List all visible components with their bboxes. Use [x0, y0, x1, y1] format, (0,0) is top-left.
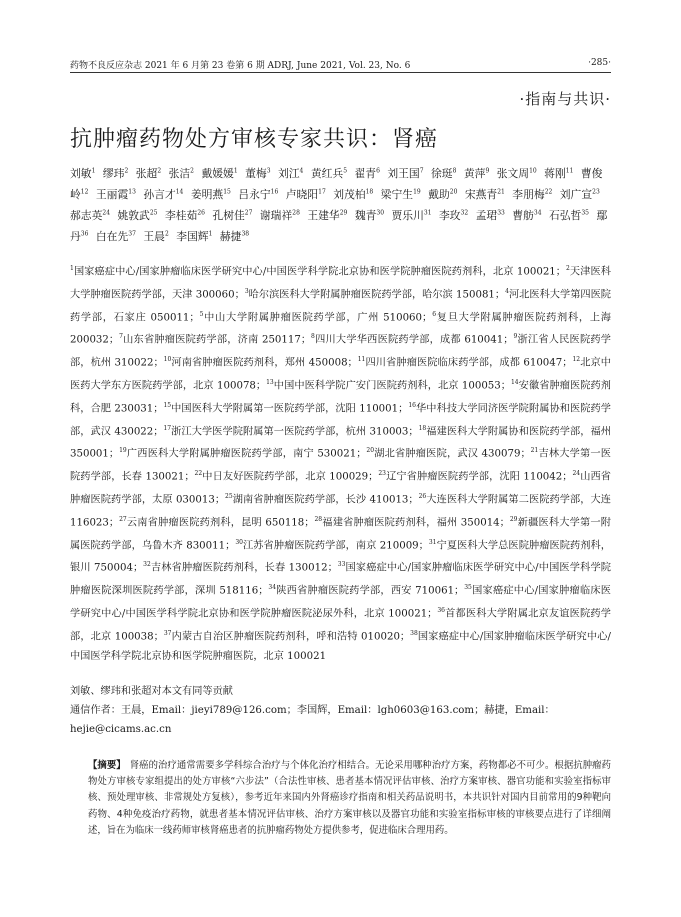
author: [103, 167, 128, 180]
author: [354, 167, 379, 180]
author-affiliation-mark: 6: [376, 167, 380, 174]
author-affiliation-mark: 27: [244, 209, 253, 217]
affiliation-text: 湖北省肿瘤医院，武汉 430079；: [374, 448, 531, 460]
abstract-label: 【摘要】: [88, 760, 126, 771]
author-name: 徐珽: [430, 166, 453, 180]
author-affiliation-mark: 20: [449, 188, 458, 196]
author-affiliation-mark: 25: [149, 209, 158, 217]
affiliation-number: 32: [143, 561, 151, 569]
affiliation-text: 陕西省肿瘤医院药学部，西安 710061；: [276, 585, 465, 597]
affiliation-number: 30: [235, 538, 243, 546]
abstract-text: 肾癌的治疗通常需要多学科综合治疗与个体化治疗相结合。无论采用哪种治疗方案，药物都必不可少。根据抗肿瘤药物处方审核专家组提出的处方审核“六步法”（合法性审核、患者基本情况评估审核、治疗方案审核、器官功能和实验室指标审核、预处理审核、非常规处方复核），参考近年来国内外肾癌诊疗指南和相关药品说明书，本共识针对国内目前常用的9种靶向药物、4种免疫治疗药物，就患者基本情况评估审核、治疗方案审核以及器官功能和实验室指标审核的审核要点进行了详细阐述，旨在为临床一线药师审核肾癌患者的抗肿瘤药物处方提供参考，促进临床合理用药。: [88, 760, 611, 836]
column-tag: ·指南与共识·: [519, 90, 611, 108]
corresponding-authors: 通信作者：王晨，Email：jieyi789@126.com；李国辉，Email：lgh0603@163.com；赫捷，Email：hejie@cicams.ac.cn: [70, 705, 555, 736]
author: [431, 167, 456, 180]
author-name: 黄萍: [463, 166, 486, 180]
author-name: 梁宁生: [380, 187, 414, 201]
affiliation-text: 国家癌症中心/国家肿瘤临床医学研究中心/中国医学科学院肿瘤医院深圳医院药学部，深圳 518116；: [70, 562, 611, 597]
author-affiliation-mark: 16: [270, 188, 279, 196]
affiliation-text: 江苏省肿瘤医院药学部，南京 210009；: [242, 539, 429, 551]
affiliation-number: 35: [464, 584, 472, 592]
affiliation-number: 33: [337, 561, 346, 569]
affiliation-number: 21: [530, 447, 539, 455]
author-name: 董梅: [245, 166, 267, 180]
author: [136, 167, 161, 180]
affiliation-text: 湖南省肿瘤医院药学部，长沙 410013；: [232, 494, 419, 506]
author: [560, 188, 600, 201]
author-name: 郝志英: [70, 208, 103, 222]
affiliation-text: 广西医科大学附属肿瘤医院药学部，南宁 530021；: [126, 448, 367, 460]
author: [96, 188, 136, 201]
author: [311, 167, 347, 180]
author-affiliation-mark: 7: [419, 167, 424, 174]
author-affiliation-mark: 29: [339, 209, 348, 217]
journal-citation: 药物不良反应杂志 2021 年 6 月第 23 卷第 6 期 ADRJ, June 2021, Vol. 23, No. 6: [70, 61, 411, 71]
author-name: 黄红兵: [310, 166, 344, 180]
author-name: 王丽霞: [95, 187, 129, 201]
affiliation-number: 34: [268, 584, 277, 592]
author-affiliation-mark: 1: [208, 230, 213, 238]
author-affiliation-mark: 37: [128, 230, 136, 238]
affiliation-text: 河北医科大学第四医院药学部，石家庄 050011；: [70, 289, 611, 323]
author-name: 刘茂柏: [333, 187, 366, 201]
affiliation-text: 国家癌症中心/国家肿瘤临床医学研究中心/中国医学科学院北京协和医学院肿瘤医院，北京 100021: [70, 631, 611, 662]
author-name: 鄢丹: [70, 208, 608, 244]
author: [220, 230, 249, 243]
affiliation-number: 19: [119, 447, 127, 455]
author-affiliation-mark: 2: [124, 167, 129, 174]
affiliation-number: 25: [225, 492, 233, 500]
author-affiliation-mark: 23: [592, 188, 600, 196]
affiliation-number: 37: [163, 629, 172, 637]
affiliation-number: 22: [194, 470, 203, 478]
affiliation-number: 3: [244, 287, 249, 295]
author: [176, 230, 212, 243]
abstract: [88, 758, 611, 839]
affiliation-number: 36: [437, 606, 445, 614]
affiliation-text: 国家癌症中心/国家肿瘤临床医学研究中心/中国医学科学院北京协和医学院肿瘤医院泌尿外科，北京 100021；: [70, 585, 611, 620]
author-name: 李桂茹: [164, 208, 198, 222]
affiliation-text: 河南省肿瘤医院药剂科，郑州 450008；: [171, 357, 358, 369]
author: [70, 209, 110, 222]
author-name: 魏青: [354, 208, 377, 222]
author-affiliation-mark: 21: [497, 188, 505, 196]
affiliation-text: 山东省肿瘤医院药学部，济南 250117；: [122, 334, 312, 346]
affiliation-text: 天津医科大学肿瘤医院药学部，天津 300060；: [70, 266, 611, 301]
author-affiliation-mark: 30: [376, 209, 385, 217]
author-affiliation-mark: 10: [529, 167, 537, 174]
affiliation-text: 内蒙古自治区肿瘤医院药剂科，呼和浩特 010020；: [171, 631, 411, 643]
affiliation-text: 中国医科大学附属第一医院药学部，沈阳 110001；: [171, 403, 409, 415]
affiliation-number: 6: [432, 310, 437, 318]
affiliation-list: [70, 259, 611, 666]
author-name: 曹舫: [512, 208, 534, 222]
author-name: 戴助: [428, 187, 450, 201]
author-affiliation-mark: 34: [533, 209, 542, 217]
author-affiliation-mark: 33: [497, 209, 505, 217]
author-affiliation-mark: 19: [413, 188, 421, 196]
author-affiliation-mark: 14: [175, 188, 184, 196]
author-affiliation-mark: 1: [91, 167, 96, 174]
affiliation-number: 18: [418, 424, 427, 432]
author-name: 张超: [135, 166, 158, 180]
author-affiliation-mark: 35: [581, 209, 589, 217]
author-name: 曹俊岭: [70, 166, 603, 201]
affiliation-text: 宁夏医科大学总医院肿瘤医院药剂科，银川 750004；: [70, 539, 611, 574]
author: [381, 188, 421, 201]
affiliation-text: 中国中医科学院广安门医院药剂科，北京 100053；: [273, 380, 511, 392]
author: [307, 209, 347, 222]
affiliation-text: 福建省肿瘤医院药剂科，福州 350014；: [322, 517, 510, 529]
affiliation-number: 1: [70, 265, 74, 272]
author: [465, 188, 505, 201]
affiliation-text: 吉林大学第一医院药学部，长春 130021；: [70, 448, 611, 483]
affiliation-number: 11: [357, 356, 366, 364]
author-name: 宋燕青: [464, 187, 498, 201]
affiliation-number: 38: [410, 629, 418, 637]
author-affiliation-mark: 2: [190, 167, 194, 174]
author: [428, 188, 457, 201]
affiliation-text: 哈尔滨医科大学附属肿瘤医院药学部，哈尔滨 150081；: [248, 289, 506, 301]
author-affiliation-mark: 18: [365, 188, 374, 196]
affiliation-number: 12: [572, 356, 581, 364]
author-affiliation-mark: 31: [423, 209, 432, 217]
author-name: 贾乐川: [391, 208, 424, 222]
author: [96, 230, 136, 243]
affiliation-text: 华中科技大学同济医学院附属协和医院药学部，武汉 430022；: [70, 403, 611, 437]
author-name: 石弘哲: [548, 208, 582, 222]
affiliation-number: 28: [314, 515, 323, 523]
author-name: 王晨: [143, 230, 165, 244]
author: [165, 209, 205, 222]
affiliation-number: 31: [428, 538, 437, 546]
author-affiliation-mark: 4: [299, 167, 304, 174]
author: [497, 167, 537, 180]
affiliation-number: 27: [119, 515, 127, 523]
affiliation-number: 20: [366, 447, 375, 455]
author: [286, 188, 326, 201]
author-name: 刘王国: [387, 166, 420, 180]
author-affiliation-mark: 38: [241, 230, 250, 238]
author: [549, 209, 589, 222]
author-affiliation-mark: 22: [544, 188, 553, 196]
author-name: 翟青: [354, 166, 377, 180]
author-affiliation-mark: 1: [233, 167, 238, 174]
author-name: 王建华: [307, 208, 340, 222]
author: [70, 167, 95, 180]
author: [333, 188, 373, 201]
author-name: 孟珺: [475, 208, 498, 222]
author-name: 张洁: [168, 166, 191, 180]
author: [260, 209, 300, 222]
affiliation-number: 13: [266, 378, 274, 386]
affiliation-text: 辽宁省肿瘤医院药学部，沈阳 110042；: [385, 471, 573, 483]
affiliation-number: 7: [119, 333, 123, 341]
author: [143, 230, 168, 243]
affiliation-number: 17: [163, 424, 172, 432]
author-affiliation-mark: 13: [128, 188, 136, 196]
author: [387, 167, 423, 180]
affiliation-text: 新疆医科大学第一附属医院药学部，乌鲁木齐 830011；: [70, 517, 611, 551]
affiliation-number: 24: [572, 470, 581, 478]
author-name: 姚敦武: [117, 208, 150, 222]
author-name: 蒋刚: [544, 166, 566, 180]
author: [143, 188, 183, 201]
affiliation-number: 23: [378, 470, 386, 478]
affiliation-text: 四川省肿瘤医院临床药学部，成都 610047；: [365, 357, 573, 369]
author: [512, 188, 552, 201]
author-affiliation-mark: 9: [485, 167, 490, 174]
author: [117, 209, 157, 222]
author: [201, 167, 237, 180]
author-name: 李玫: [438, 208, 461, 222]
affiliation-number: 10: [163, 356, 172, 364]
author-name: 孔树佳: [212, 208, 245, 222]
author-affiliation-mark: 17: [318, 188, 326, 196]
author-name: 张文周: [496, 166, 530, 180]
author-affiliation-mark: 36: [80, 230, 89, 238]
affiliation-text: 安徽省肿瘤医院药剂科，合肥 230031；: [70, 380, 611, 415]
author-name: 卢晓阳: [285, 187, 319, 201]
affiliation-text: 浙江大学医学院附属第一医院药学部，杭州 310003；: [171, 425, 419, 437]
affiliation-text: 大连医科大学附属第二医院药学部，大连 116023；: [70, 494, 611, 529]
author-affiliation-mark: 3: [266, 167, 271, 174]
author-affiliation-mark: 15: [223, 188, 231, 196]
author-name: 谢瑞祥: [259, 208, 293, 222]
affiliation-text: 复旦大学附属肿瘤医院药剂科，上海 200032；: [70, 311, 611, 346]
affiliation-number: 2: [565, 265, 570, 272]
author: [355, 209, 384, 222]
author-affiliation-mark: 32: [460, 209, 469, 217]
author-name: 姜明燕: [190, 187, 224, 201]
affiliation-number: 8: [311, 333, 315, 341]
author-affiliation-mark: 5: [343, 167, 348, 174]
affiliation-text: 中山大学附属肿瘤医院药学部，广州 510060；: [203, 311, 433, 323]
page-number: ·285·: [588, 58, 611, 68]
author-affiliation-mark: 28: [292, 209, 300, 217]
author-name: 戴媛媛: [201, 166, 234, 180]
author-affiliation-mark: 26: [197, 209, 205, 217]
author-name: 吕永宁: [238, 187, 271, 201]
author: [391, 209, 431, 222]
author-name: 缪玮: [102, 166, 125, 180]
affiliation-text: 福建医科大学附属协和医院药学部，福州 350001；: [70, 425, 611, 460]
equal-contribution-note: 刘敏、缪玮和张超对本文有同等贡献: [70, 686, 233, 697]
affiliation-number: 14: [510, 378, 519, 386]
author: [238, 188, 278, 201]
author: [245, 167, 270, 180]
author-name: 刘广宣: [559, 187, 593, 201]
affiliation-number: 29: [509, 515, 518, 523]
author-name: 李国辉: [176, 230, 209, 244]
author: [512, 209, 541, 222]
author-affiliation-mark: 12: [80, 188, 89, 196]
affiliation-text: 山西省肿瘤医院药学部，太原 030013；: [70, 471, 611, 506]
affiliation-number: 9: [513, 333, 518, 341]
author: [278, 167, 303, 180]
author-affiliation-mark: 8: [452, 167, 457, 174]
author: [464, 167, 489, 180]
affiliation-number: 4: [505, 287, 509, 295]
affiliation-text: 四川大学华西医院药学部，成都 610041；: [314, 334, 514, 346]
author-list: [70, 162, 611, 247]
author-affiliation-mark: 24: [102, 209, 111, 217]
author: [476, 209, 505, 222]
author-affiliation-mark: 2: [157, 167, 162, 174]
affiliation-text: 国家癌症中心/国家肿瘤临床医学研究中心/中国医学科学院北京协和医学院肿瘤医院药剂科，北京 100021；: [73, 266, 566, 278]
affiliation-text: 云南省肿瘤医院药剂科，昆明 650118；: [126, 517, 315, 529]
author-name: 刘江: [277, 166, 300, 180]
affiliation-number: 15: [163, 401, 172, 409]
author-name: 李朋梅: [512, 187, 545, 201]
affiliation-number: 16: [408, 401, 416, 409]
author-name: 赫捷: [219, 230, 242, 244]
author-name: 孙言才: [143, 187, 176, 201]
affiliation-text: 浙江省人民医院药学部，杭州 310022；: [70, 334, 611, 369]
article-title: 抗肿瘤药物处方审核专家共识：肾癌: [70, 127, 439, 152]
affiliation-text: 吉林省肿瘤医院药剂科，长春 130012；: [150, 562, 338, 574]
affiliation-text: 首都医科大学附属北京友谊医院药学部，北京 100038；: [70, 608, 611, 643]
header-rule: [70, 72, 611, 73]
author-affiliation-mark: 2: [164, 230, 169, 238]
author: [212, 209, 252, 222]
affiliation-text: 北京中医药大学东方医院药学部，北京 100078；: [70, 357, 611, 392]
author: [544, 167, 573, 180]
affiliation-number: 5: [199, 310, 204, 318]
author: [191, 188, 231, 201]
author-affiliation-mark: 11: [565, 167, 574, 174]
author: [169, 167, 194, 180]
author: [439, 209, 468, 222]
author-name: 白在先: [95, 230, 129, 244]
author-name: 刘敏: [70, 166, 92, 180]
affiliation-text: 中日友好医院药学部，北京 100029；: [202, 471, 379, 483]
affiliation-number: 26: [418, 492, 427, 500]
